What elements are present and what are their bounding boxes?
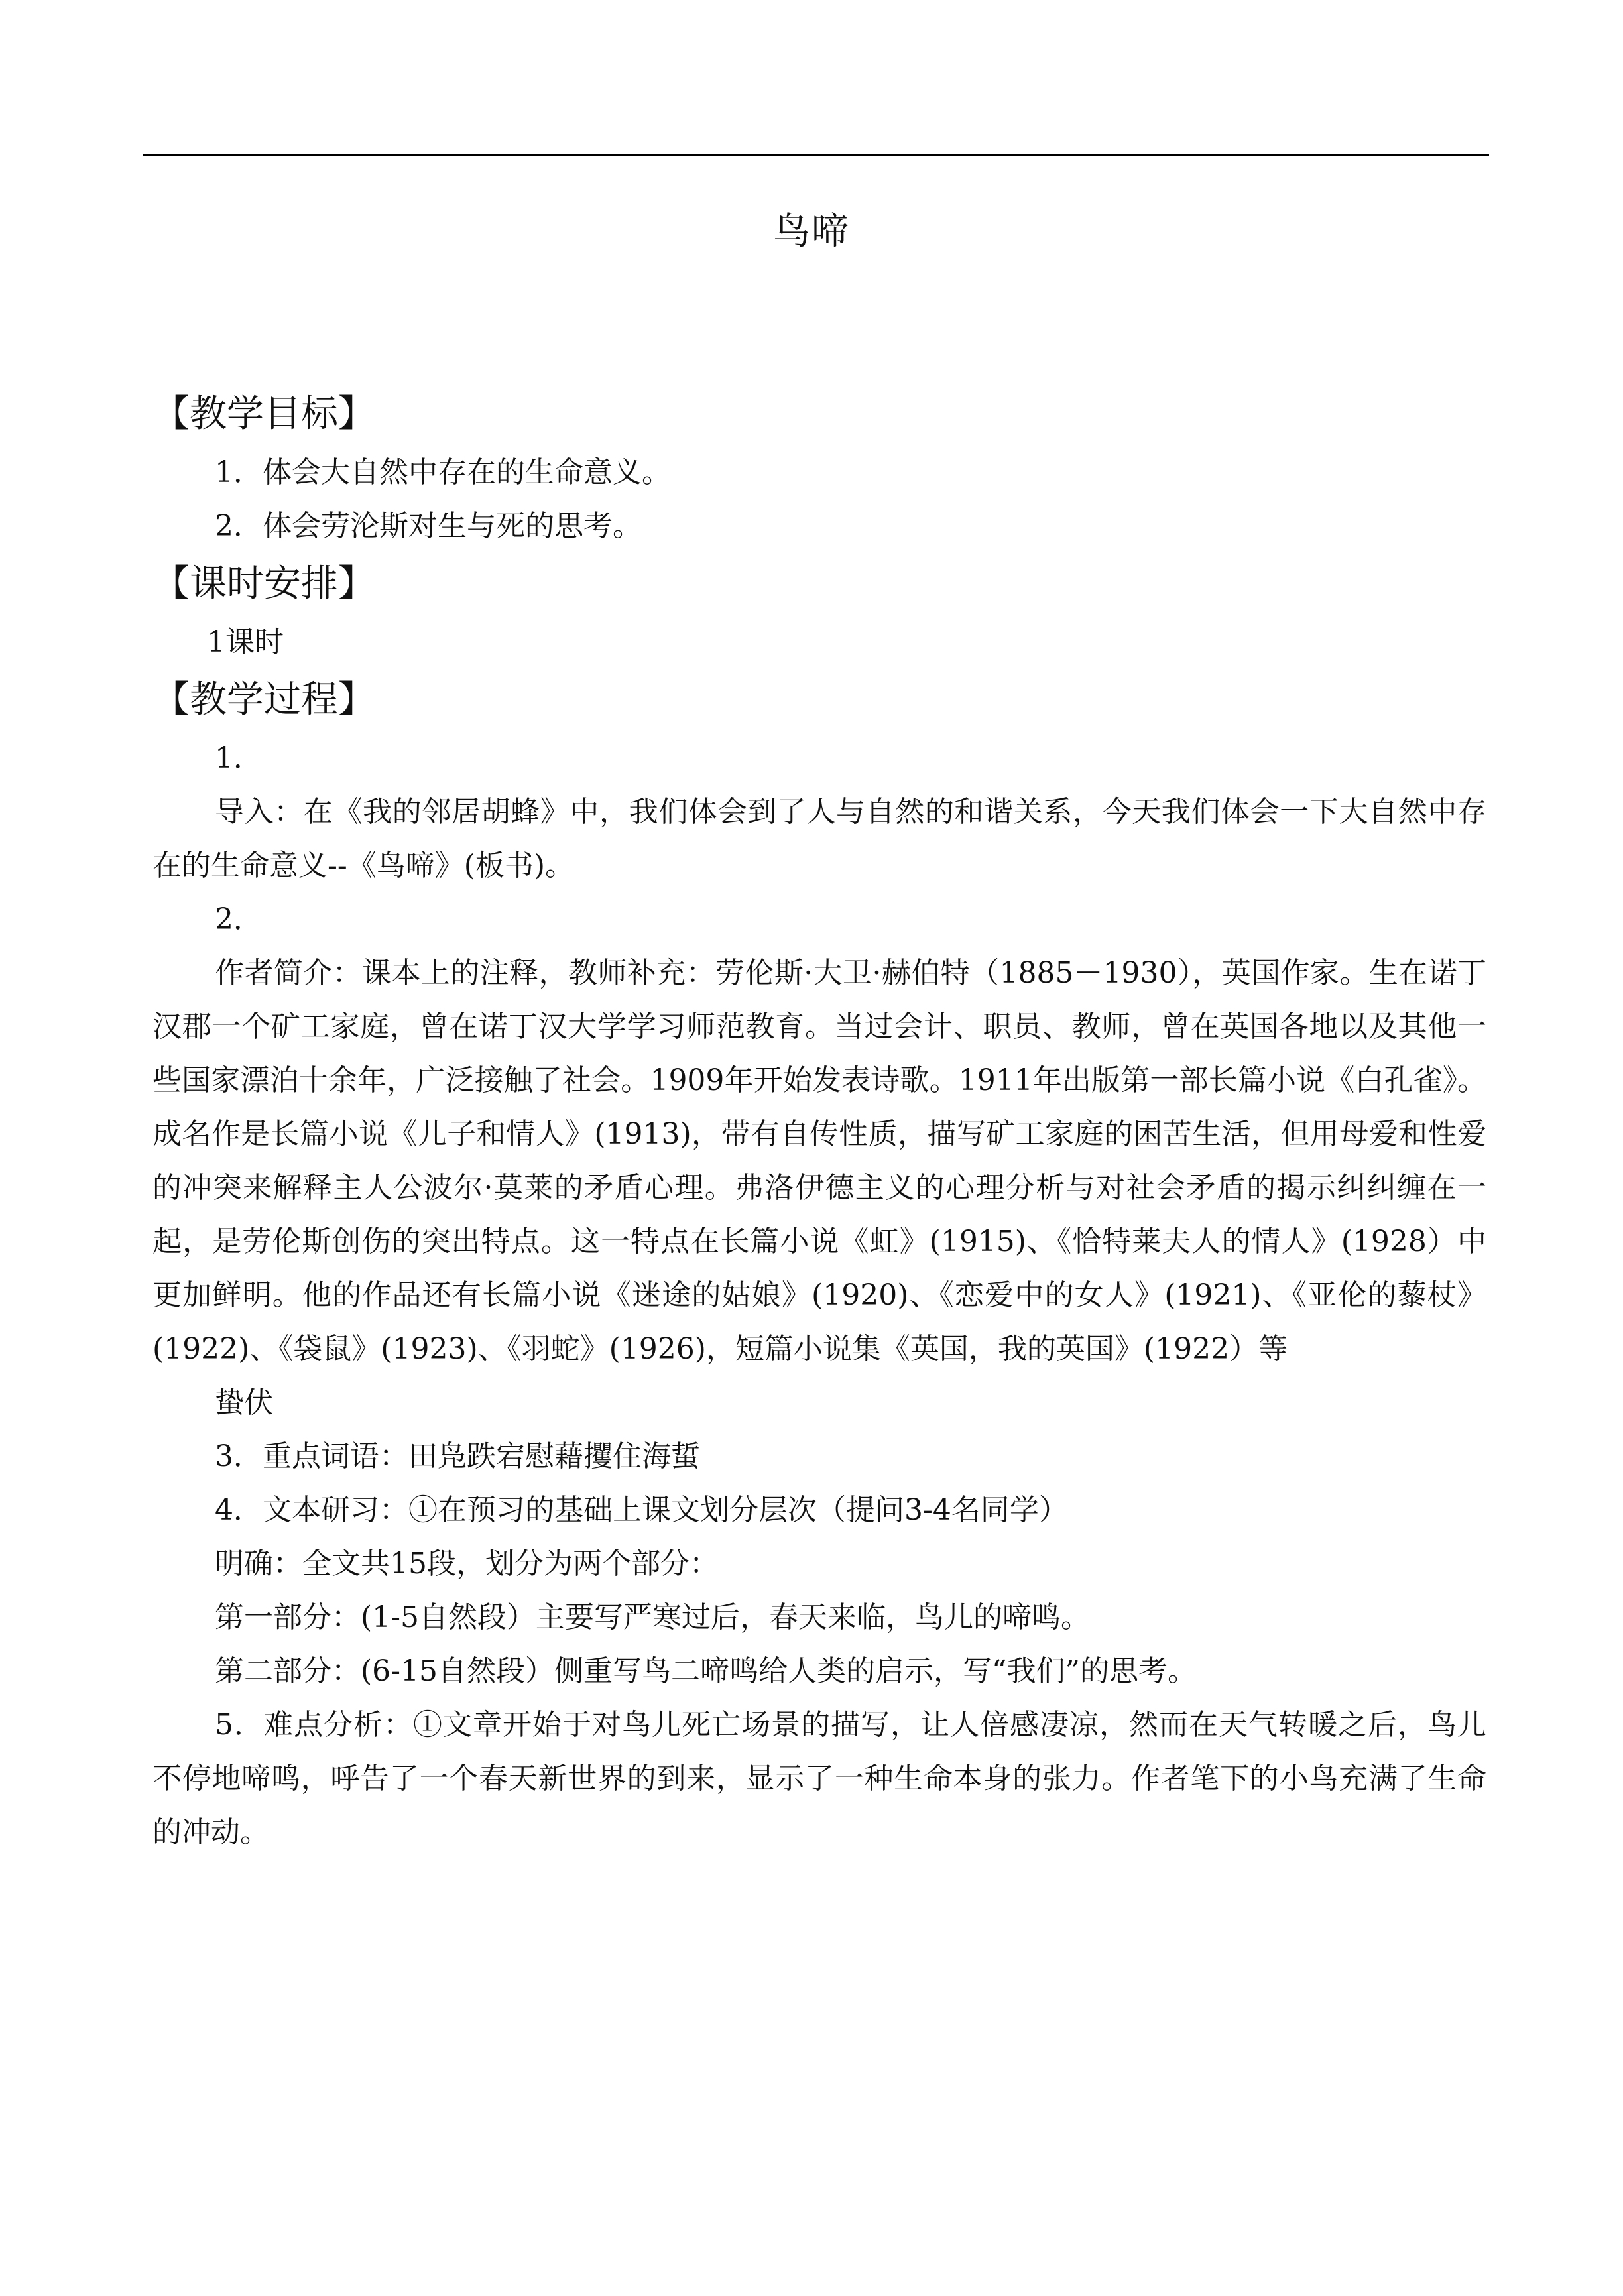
text-study-paragraph: 4．文本研习：①在预习的基础上课文划分层次（提问3-4名同学）: [215, 1493, 1068, 1527]
section-heading-schedule: 【课时安排】: [152, 562, 375, 605]
vocab-word: 蛰伏: [215, 1386, 273, 1420]
document-body: [152, 383, 1486, 1859]
clarification-paragraph: 明确：全文共15段，划分为两个部分：: [215, 1547, 719, 1581]
key-words-paragraph: 3．重点词语：田凫跌宕慰藉攫住海蜇: [215, 1439, 700, 1473]
section-heading-process: 【教学过程】: [152, 678, 375, 721]
part-two-paragraph: 第二部分：(6-15自然段）侧重写鸟二啼鸣给人类的启示，写“我们”的思考。: [215, 1654, 1197, 1688]
author-bio-paragraph: 作者简介：课本上的注释，教师补充：劳伦斯·大卫·赫伯特（1885－1930），英国作家。生在诺丁汉郡一个矿工家庭，曾在诺丁汉大学学习师范教育。当过会计、职员、教师，曾在英国各地以及其他一些国家漂泊十余年，广泛接触了社会。1909年开始发表诗歌。1911年出版第一部长篇小说《白孔雀》。成名作是长篇小说《儿子和情人》(1913)，带有自传性质，描写矿工家庭的困苦生活，但用母爱和性爱的冲突来解释主人公波尔·莫莱的矛盾心理。弗洛伊德主义的心理分析与对社会矛盾的揭示纠纠缠在一起，是劳伦斯创伤的突出特点。这一特点在长篇小说《虹》(1915)、《恰特莱夫人的情人》(1928）中更加鲜明。他的作品还有长篇小说《迷途的姑娘》(1920)、《恋爱中的女人》(1921)、《亚伦的藜杖》(1922)、《袋鼠》(1923)、《羽蛇》(1926)，短篇小说集《英国，我的英国》(1922）等: [152, 956, 1486, 1366]
page-title: 鸟啼: [773, 210, 850, 253]
part-one-paragraph: 第一部分：(1-5自然段）主要写严寒过后，春天来临，鸟儿的啼鸣。: [215, 1601, 1091, 1634]
header-rule: [143, 154, 1489, 156]
goal-item: 2．体会劳沦斯对生与死的思考。: [215, 509, 642, 543]
goal-item: 1．体会大自然中存在的生命意义。: [215, 455, 671, 489]
process-step-number: 1．: [215, 741, 263, 775]
introduction-paragraph: 导入：在《我的邻居胡蜂》中，我们体会到了人与自然的和谐关系，今天我们体会一下大自然中存在的生命意义--《鸟啼》(板书)。: [152, 795, 1486, 882]
schedule-text: 1课时: [207, 625, 284, 659]
section-heading-teaching-goals: 【教学目标】: [152, 393, 375, 436]
difficulty-analysis-paragraph: 5．难点分析：①文章开始于对鸟儿死亡场景的描写，让人倍感凄凉，然而在天气转暖之后，鸟儿不停地啼鸣，呼告了一个春天新世界的到来，显示了一种生命本身的张力。作者笔下的小鸟充满了生命的冲动。: [152, 1708, 1486, 1849]
process-step-number: 2．: [215, 902, 263, 936]
